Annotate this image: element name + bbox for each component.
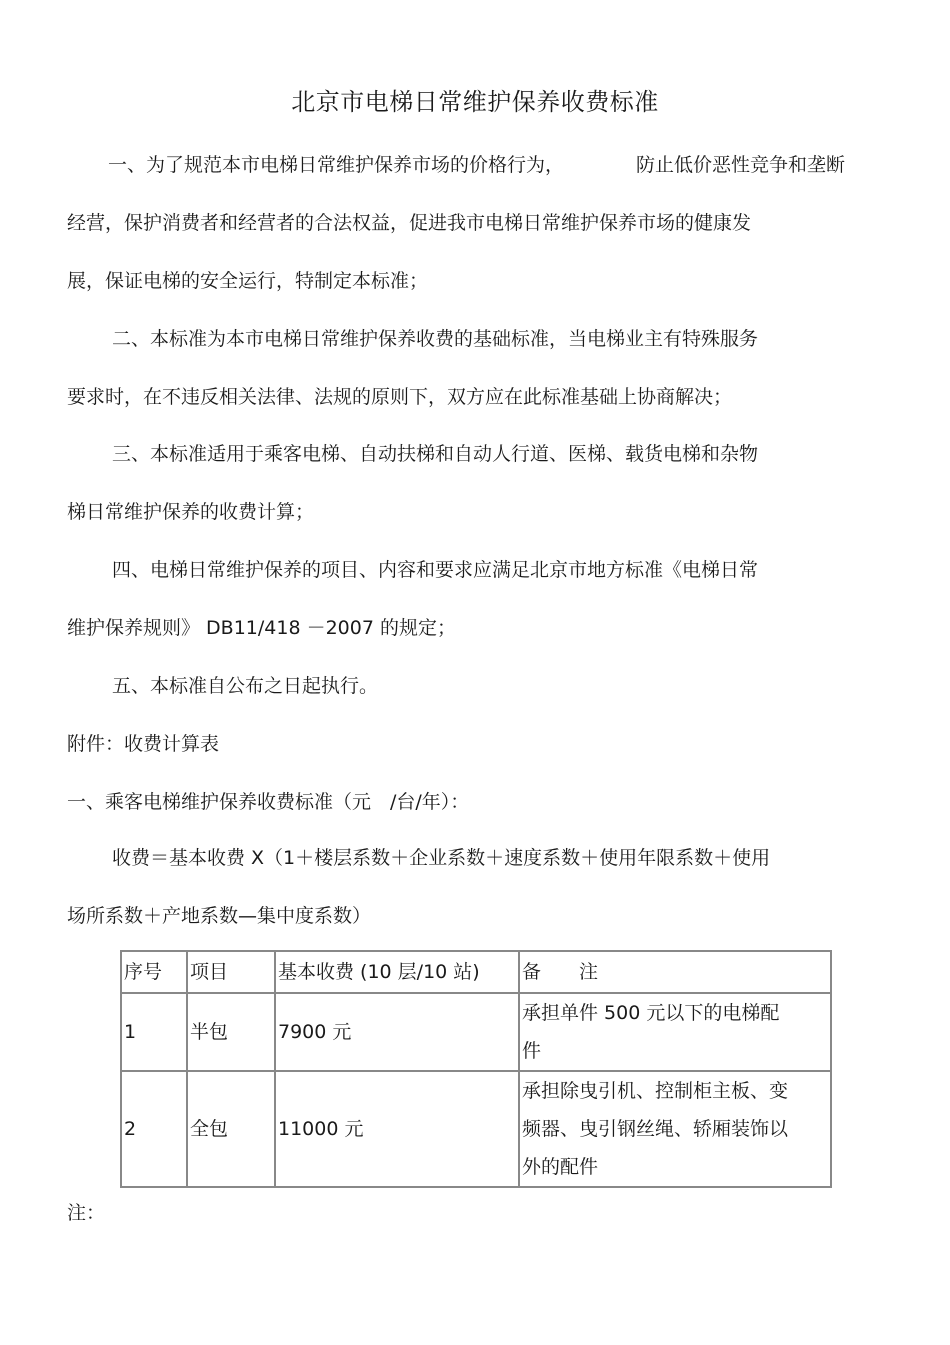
fee-table (120, 950, 832, 1188)
paragraph-3-line-2: 梯日常维护保养的收费计算； (67, 501, 315, 523)
paragraph-4-line-2: 维护保养规则》 DB11/418 －2007 的规定； (67, 617, 456, 639)
row-no: 2 (121, 1071, 187, 1187)
paragraph-1-line-3: 展，保证电梯的安全运行，特制定本标准； (67, 270, 429, 292)
paragraph-3-line-1: 三、本标准适用于乘客电梯、自动扶梯和自动人行道、医梯、载货电梯和杂物 (112, 443, 759, 465)
row-item: 全包 (187, 1071, 275, 1187)
table-row (121, 993, 831, 1071)
row-fee: 7900 元 (275, 993, 519, 1071)
section-1-heading: 一、乘客电梯维护保养收费标准（元 /台/年）： (67, 791, 470, 813)
note-label: 注： (67, 1202, 106, 1224)
paragraph-1-line-2: 经营，保护消费者和经营者的合法权益，促进我市电梯日常维护保养市场的健康发 (67, 212, 752, 234)
paragraph-1-line-1b: 防止低价恶性竞争和垄断 (636, 154, 846, 176)
paragraph-1-line-1a: 一、为了规范本市电梯日常维护保养市场的价格行为， (108, 154, 565, 176)
table-header-row (121, 951, 831, 993)
paragraph-2-line-2: 要求时，在不违反相关法律、法规的原则下，双方应在此标准基础上协商解决； (67, 386, 733, 408)
paragraph-4-line-1: 四、电梯日常维护保养的项目、内容和要求应满足北京市地方标准《电梯日常 (112, 559, 759, 581)
remark-line: 承担除曳引机、控制柜主板、变 (522, 1080, 789, 1102)
row-remark (519, 993, 831, 1071)
attachment-label: 附件：收费计算表 (67, 733, 220, 755)
remark-line: 件 (522, 1040, 542, 1062)
header-fee: 基本收费 (10 层/10 站) (275, 951, 519, 993)
header-no: 序号 (121, 951, 187, 993)
formula-line-1: 收费＝基本收费 X（1＋楼层系数＋企业系数＋速度系数＋使用年限系数＋使用 (112, 847, 771, 869)
row-remark (519, 1071, 831, 1187)
remark-line: 承担单件 500 元以下的电梯配 (522, 1002, 780, 1024)
header-remark: 备 注 (519, 951, 831, 993)
row-fee: 11000 元 (275, 1071, 519, 1187)
table-row (121, 1071, 831, 1187)
formula-line-2: 场所系数＋产地系数—集中度系数） (67, 905, 372, 927)
header-item: 项目 (187, 951, 275, 993)
paragraph-2-line-1: 二、本标准为本市电梯日常维护保养收费的基础标准，当电梯业主有特殊服务 (112, 328, 759, 350)
remark-line: 频器、曳引钢丝绳、轿厢装饰以 (522, 1118, 789, 1140)
paragraph-5-line-1: 五、本标准自公布之日起执行。 (112, 675, 379, 697)
row-no: 1 (121, 993, 187, 1071)
row-item: 半包 (187, 993, 275, 1071)
remark-line: 外的配件 (522, 1156, 599, 1178)
page-title: 北京市电梯日常维护保养收费标准 (291, 88, 659, 116)
